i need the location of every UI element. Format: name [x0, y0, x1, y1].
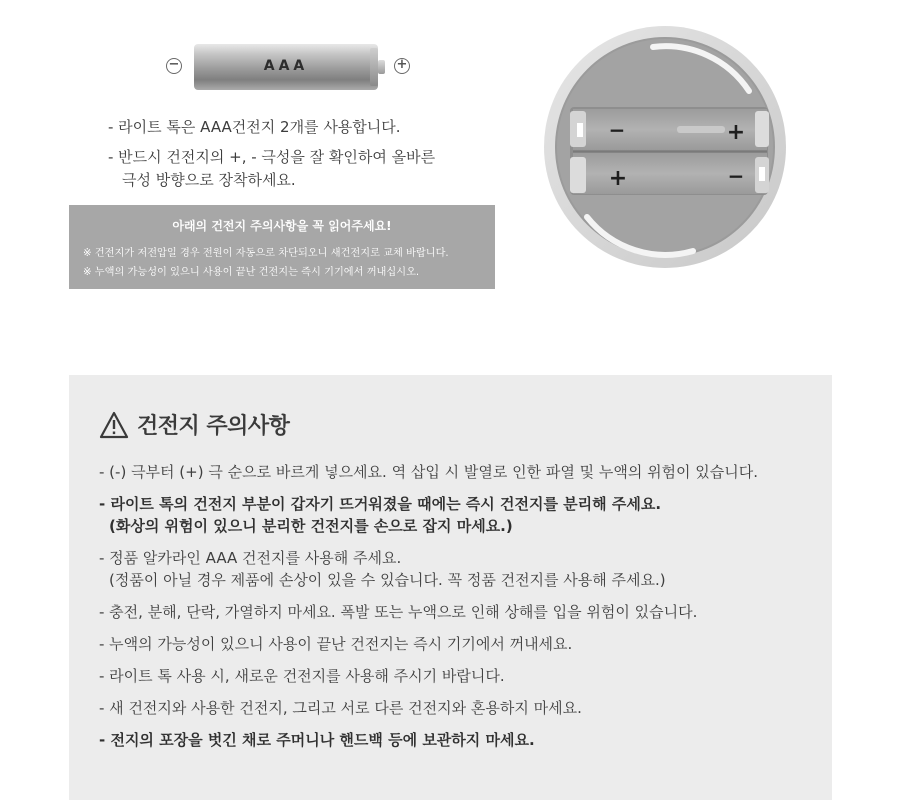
bottom-minus-mark: −	[727, 164, 745, 188]
bottom-plus-mark: +	[608, 166, 628, 191]
list-item	[99, 547, 829, 591]
battery-illustration	[166, 40, 416, 94]
list-item	[99, 601, 829, 623]
item-subtext: (정품이 아닐 경우 제품에 손상이 있을 수 있습니다. 꼭 정품 건전지를 사용해 주세요.)	[109, 571, 666, 589]
item-text: - 정품 알카라인 AAA 건전지를 사용해 주세요.	[99, 549, 402, 567]
item-text: - 라이트 톡 사용 시, 새로운 건전지를 사용해 주시기 바랍니다.	[99, 667, 505, 685]
item-text: - (-) 극부터 (+) 극 순으로 바르게 넣으세요. 역 삽입 시 발열로 인한 파열 및 누액의 위험이 있습니다.	[99, 463, 759, 481]
item-text: - 새 건전지와 사용한 건전지, 그리고 서로 다른 건전지와 혼용하지 마세요.	[99, 699, 582, 717]
item-text: - 누액의 가능성이 있으니 사용이 끝난 건전지는 즉시 기기에서 꺼내세요.	[99, 635, 573, 653]
minus-circle-icon: −	[166, 58, 182, 74]
polarity-note-line2: 극성 방향으로 장착하세요.	[122, 171, 296, 189]
item-text: - 전지의 포장을 벗긴 채로 주머니나 핸드백 등에 보관하지 마세요.	[99, 731, 535, 749]
precautions-title: 건전지 주의사항	[137, 414, 290, 439]
list-item	[99, 665, 829, 687]
item-text: - 충전, 분해, 단락, 가열하지 마세요. 폭발 또는 누액으로 인해 상해를 입을 위험이 있습니다.	[99, 603, 698, 621]
precautions-header	[99, 409, 289, 440]
warning-line-1: ※ 건전지가 저전압일 경우 전원이 자동으로 차단되오니 새건전지로 교체 바랍니다.	[83, 248, 449, 259]
top-minus-mark: −	[608, 118, 626, 142]
warning-title: 아래의 건전지 주의사항을 꼭 읽어주세요!	[172, 219, 392, 233]
list-item	[99, 697, 829, 719]
precautions-panel	[69, 375, 832, 800]
battery-label: AAA	[263, 58, 309, 74]
plus-circle-icon: +	[394, 58, 410, 74]
aaa-battery	[194, 44, 384, 90]
list-item	[99, 493, 829, 537]
item-text: - 라이트 톡의 건전지 부분이 갑자기 뜨거워졌을 때에는 즉시 건전지를 분리해 주세요.	[99, 495, 662, 513]
top-plus-mark: +	[726, 120, 746, 145]
usage-note: - 라이트 톡은 AAA건전지 2개를 사용합니다.	[108, 118, 401, 136]
warning-triangle-icon	[99, 411, 129, 439]
warning-line-2: ※ 누액의 가능성이 있으니 사용이 끝난 건전지는 즉시 기기에서 꺼내십시오.	[83, 267, 420, 278]
list-item	[99, 729, 829, 751]
list-item	[99, 461, 829, 483]
item-subtext: (화상의 위험이 있으니 분리한 건전지를 손으로 잡지 마세요.)	[109, 517, 513, 535]
battery-compartment-illustration	[543, 25, 787, 269]
polarity-note-line1: - 반드시 건전지의 +, - 극성을 잘 확인하여 올바른	[108, 148, 436, 166]
polarity-note	[108, 146, 468, 192]
list-item	[99, 633, 829, 655]
precautions-list	[99, 461, 829, 761]
warning-box	[69, 205, 495, 289]
